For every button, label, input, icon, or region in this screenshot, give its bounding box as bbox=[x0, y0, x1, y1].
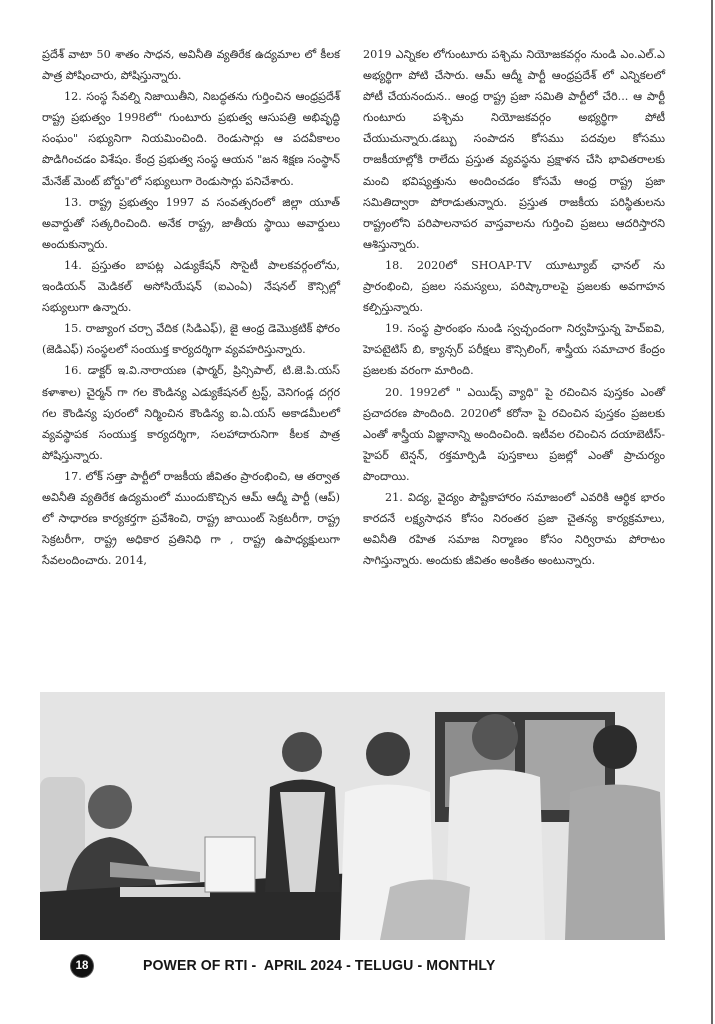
person-head bbox=[282, 732, 322, 772]
page-footer bbox=[0, 955, 715, 981]
paragraph: 21. విద్య, వైద్యం పౌష్టికాహారం సమాజంలో ఎవరికి ఆర్థిక భారం కారదనే లక్ష్యసాధన కోసం నిరంతర ప్రజా చైతన్య కార్యక్రమాలు, అవినీతి రహిత సమాజ నిర్మాణం కోసం నిర్విరామ పోరాటం సాగిస్తున్నారు. అందుకు జీవితం అంకితం అంటున్నారు. bbox=[363, 490, 665, 568]
paragraph: 18. 2020లో SHOAP-TV యూట్యూబ్ ఛానల్ ను ప్రారంభించి, ప్రజల సమస్యలు, పరిష్కారాలపై ప్రజలకు అవగాహన కల్పిస్తున్నారు. bbox=[363, 258, 665, 315]
paragraph: 17. లోక్ సత్తా పార్టీలో రాజకీయ జీవితం ప్రారంభించి, ఆ తర్వాత అవినీతి వ్యతిరేక ఉద్యమంలో ముందుకొచ్చిన ఆమ్ ఆద్మీ పార్టీ (ఆప్) లో సాధారణ కార్యకర్తగా ప్రవేశించి, రాష్ట్ర జాయింట్ సెక్రటరీగా, రాష్ట్ర సెక్రటరీగా, రాష్ట్ర అధికార ప్రతినిధి గా , రాష్ట్ర ఉపాధ్యక్షులుగా సేవలందించారు. 2014, bbox=[42, 469, 340, 568]
paper-on-desk bbox=[120, 887, 210, 897]
paragraph: 20. 1992లో " ఎయిడ్స్ వ్యాధి" పై రచించిన పుస్తకం ఎంతో ప్రచాదరణ పొందింది. 2020లో కరోనా పై రచించిన పుస్తకం ప్రజలకు ఎంతో శాస్త్రీయ విజ్ఞానాన్ని అందించింది. ఇటీవల రచించిన దయాబెటీస్- హైపర్ టెన్షన్, రక్తమార్పిడి పుస్తకాలు ప్రజల్లో ఎంతో ప్రాచుర్యం పొందాయి. bbox=[363, 385, 665, 483]
person-head bbox=[366, 732, 410, 776]
paragraph: 16. డాక్టర్ ఇ.వి.నారాయణ (ఫార్మర్, ప్రిన్సిపాల్, టి.జె.పి.యస్ కళాశాల) చైర్మన్ గా గల కౌండిన్య ఎడ్యుకేషనల్ ట్రస్ట్, వెనిగండ్ల దగ్గర గల కౌండిన్య పురంలో నిర్మించిన కౌండిన్య ఐ.ఏ.యస్ అకాడమీలలో వ్యవస్థాపక సంయుక్త కార్యదర్శిగా, సలహాదారునిగా కీలక పాత్ర పోషిస్తున్నారు. bbox=[42, 364, 340, 462]
person-head bbox=[472, 714, 518, 760]
left-column bbox=[42, 44, 340, 571]
paragraph: 14. ప్రస్తుతం బాపట్ల ఎడ్యుకేషన్ సొసైటీ పాలకవర్గంలోను, ఇండియన్ మెడికల్ అసోసియేషన్ (ఐఎంఏ) నేషనల్ కౌన్సిల్లో సభ్యులుగా ఉన్నారు. bbox=[42, 258, 340, 315]
page-number-badge: 18 bbox=[71, 955, 93, 977]
paragraph: 13. రాష్ట్ర ప్రభుత్వం 1997 వ సంవత్సరంలో జిల్లా యూత్ అవార్డుతో సత్కరించింది. అనేక రాష్ట్ర, జాతీయ స్థాయి అవార్డులు అందుకున్నారు. bbox=[42, 195, 340, 251]
paragraph: 12. సంస్థ సేవల్ని నిజాయితీని, నిబద్ధతను గుర్తించిన ఆంధ్రప్రదేశ్ రాష్ట్ర ప్రభుత్వం 1998లో" గుంటూరు ప్రభుత్వ ఆసుపత్రి అభివృద్ధి సంఘం" సభ్యునిగా నియమించింది. రెండుసార్లు ఆ పదవీకాలం పొడిగించడం విశేషం. కేంద్ర ప్రభుత్వ సంస్థ ఆయన "జన శిక్షణ సంస్థాన్ మేనేజ్ మెంట్ బోర్డు"లో సభ్యులుగా రెండుసార్లు పనిచేశారు. bbox=[42, 90, 340, 188]
right-column bbox=[363, 44, 665, 571]
person-body bbox=[565, 785, 665, 941]
person-head bbox=[593, 725, 637, 769]
person-head bbox=[88, 785, 132, 829]
certificate bbox=[205, 837, 255, 892]
chair-front bbox=[380, 880, 470, 941]
paragraph: 2019 ఎన్నికల లోగుంటూరు పశ్చిమ నియోజకవర్గం నుండి ఎం.ఎల్.ఎ అభ్యర్థిగా పోటి చేసారు. ఆమ్ ఆద్మీ పార్టీ ఆంధ్రప్రదేశ్ లో ఎన్నికలలో పోటీ చేయనందున.. ఆంధ్ర రాష్ట్ర ప్రజా సమితి పార్టీలో చేరి... ఆ పార్టీ గుంటూరు పశ్చిమ నియోజకవర్గం అభ్యర్థిగా పోటీ చేయుచున్నారు.డబ్బు సంపాదన కోసము పదవుల కోసము రాజకీయాల్లోకి రాలేదు ప్రస్తుత వ్యవస్థను ప్రక్షాళన చేసి భావితరాలకు మంచి భవిష్యత్తును అందించడం కోసమే ఆంధ్ర రాష్ట్ర ప్రజా సమితిద్వారా పోరాడుతున్నారు. ప్రస్తుత రాజకీయ పరిస్థితులను రాష్ట్రంలోని పరిపాలనాపర వాస్తవాలను గుర్తించి ప్రజలు ఆదరిస్తారని ఆశిస్తున్నారు. bbox=[363, 48, 665, 251]
page-edge-line bbox=[711, 0, 713, 1024]
paragraph: 15. రాజ్యాంగ చర్చా వేదిక (సిడిఎఫ్), జై ఆంధ్ర డెమొక్రటిక్ ఫోరం (జెడిఎఫ్) సంస్థలలో సంయుక్త కార్యదర్శిగా వ్యవహరిస్తున్నారు. bbox=[42, 322, 340, 357]
paragraph: ప్రదేశ్ వాటా 50 శాతం సాధన, అవినీతి వ్యతిరేక ఉద్యమాల లో కీలక పాత్ర పోషించారు, పోషిస్తున్నారు. bbox=[42, 48, 340, 83]
photo-scene bbox=[40, 692, 665, 940]
event-photo bbox=[40, 692, 665, 940]
publication-title: POWER OF RTI - APRIL 2024 - TELUGU - MONTHLY bbox=[143, 957, 496, 974]
paragraph: 19. సంస్థ ప్రారంభం నుండి స్వచ్ఛందంగా నిర్వహిస్తున్న హెచ్ఐవి, హెపటైటిస్ బి, క్యాన్సర్ పరీక్షలు కౌన్సిలింగ్, శాస్త్రీయ సమాచార కేంద్రం ప్రజలకు వరంగా మారింది. bbox=[363, 322, 665, 378]
